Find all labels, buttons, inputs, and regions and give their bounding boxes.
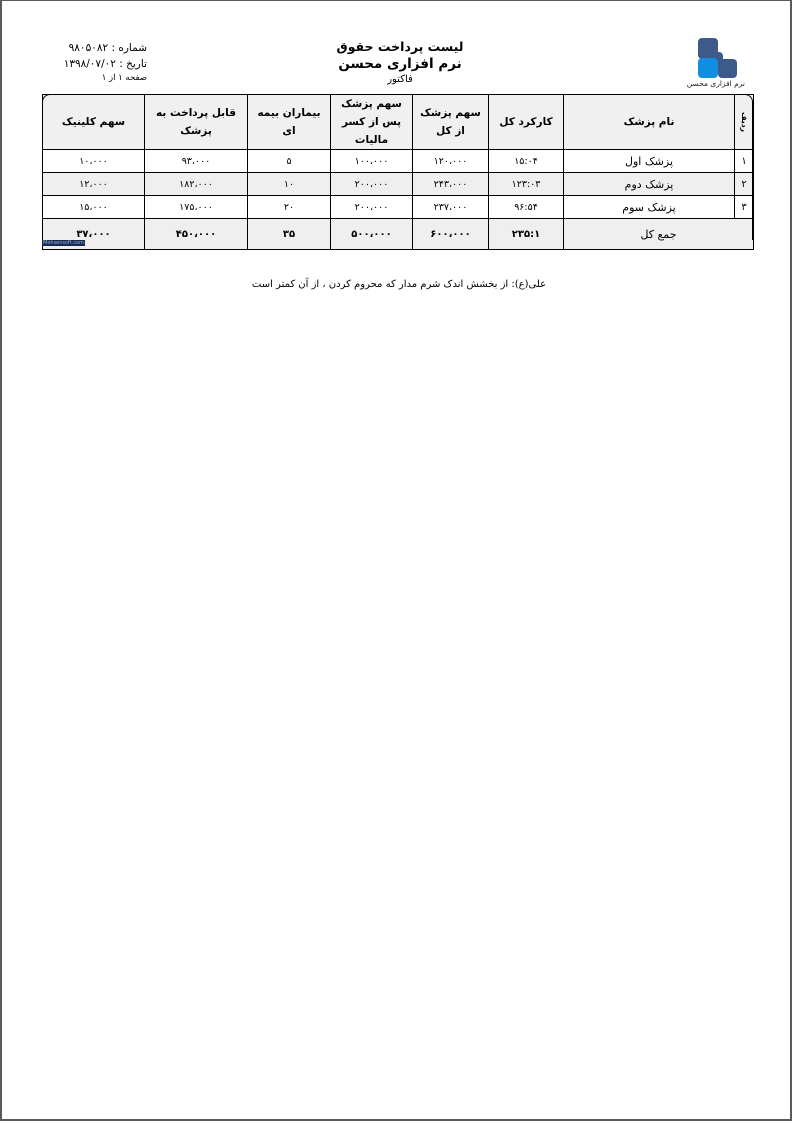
table-row bbox=[43, 150, 754, 173]
insured-patients: ۵ bbox=[248, 150, 331, 173]
doctor-name: پزشک سوم bbox=[564, 196, 735, 219]
col-header-clinic-share: سهم کلینیک bbox=[43, 95, 145, 150]
total-clinic-share: ۳۷،۰۰۰ bbox=[43, 219, 145, 250]
total-label: جمع کل bbox=[564, 219, 754, 250]
logo-caption: نرم افزاری محسن bbox=[686, 79, 745, 88]
insured-patients: ۱۰ bbox=[248, 173, 331, 196]
report-title: لیست پرداخت حقوق bbox=[336, 39, 464, 54]
clinic-share: ۱۲،۰۰۰ bbox=[43, 173, 145, 196]
worktime: ۹۶:۵۴ bbox=[489, 196, 564, 219]
payable: ۱۸۲،۰۰۰ bbox=[145, 173, 248, 196]
insured-patients: ۲۰ bbox=[248, 196, 331, 219]
logo-square-blue-icon bbox=[698, 58, 718, 78]
payable: ۹۳،۰۰۰ bbox=[145, 150, 248, 173]
document-date: تاریخ : ۱۳۹۸/۰۷/۰۲ bbox=[63, 58, 147, 70]
share-after-tax: ۱۰۰،۰۰۰ bbox=[331, 150, 413, 173]
col-header-row-number: ردیف bbox=[735, 95, 754, 150]
clinic-share: ۱۰،۰۰۰ bbox=[43, 150, 145, 173]
worktime: ۱۲۳:۰۳ bbox=[489, 173, 564, 196]
document-meta bbox=[47, 40, 147, 84]
col-header-payable: قابل پرداخت به پزشک bbox=[145, 95, 248, 150]
total-worktime: ۲۳۵:۱ bbox=[489, 219, 564, 250]
row-number: ۲ bbox=[735, 173, 754, 196]
payable: ۱۷۵،۰۰۰ bbox=[145, 196, 248, 219]
row-number: ۱ bbox=[735, 150, 754, 173]
share-total: ۱۲۰،۰۰۰ bbox=[413, 150, 489, 173]
total-share: ۶۰۰،۰۰۰ bbox=[413, 219, 489, 250]
payroll-table bbox=[42, 94, 754, 250]
share-after-tax: ۲۰۰،۰۰۰ bbox=[331, 196, 413, 219]
clinic-share: ۱۵،۰۰۰ bbox=[43, 196, 145, 219]
table-header-row bbox=[43, 95, 754, 150]
company-name: نرم افزاری محسن bbox=[338, 56, 462, 72]
row-number: ۳ bbox=[735, 196, 754, 219]
worktime: ۱۵:۰۴ bbox=[489, 150, 564, 173]
company-logo bbox=[686, 38, 745, 90]
footer-quote: علی(ع): از بخشش اندک شرم مدار که محروم کردن ، از آن کمتر است bbox=[251, 279, 547, 290]
doctor-name: پزشک دوم bbox=[564, 173, 735, 196]
doctor-name: پزشک اول bbox=[564, 150, 735, 173]
document-number: شماره : ۹۸۰۵۰۸۲ bbox=[68, 42, 147, 54]
logo-square-right-icon bbox=[718, 59, 737, 78]
report-subtitle: فاکتور bbox=[387, 74, 413, 85]
total-share-after-tax: ۵۰۰،۰۰۰ bbox=[331, 219, 413, 250]
share-after-tax: ۲۰۰،۰۰۰ bbox=[331, 173, 413, 196]
table-row bbox=[43, 173, 754, 196]
total-payable: ۴۵۰،۰۰۰ bbox=[145, 219, 248, 250]
watermark: Mohsensoft.com bbox=[43, 240, 84, 246]
col-header-doctor-name: نام پزشک bbox=[564, 95, 735, 150]
table-total-row bbox=[43, 219, 754, 250]
col-header-share-after-tax: سهم پزشک پس از کسر مالیات bbox=[331, 95, 413, 150]
share-total: ۲۳۷،۰۰۰ bbox=[413, 196, 489, 219]
share-total: ۲۴۳،۰۰۰ bbox=[413, 173, 489, 196]
col-header-total-worktime: کارکرد کل bbox=[489, 95, 564, 150]
col-header-insured-patients: بیماران بیمه ای bbox=[248, 95, 331, 150]
col-header-doctor-share: سهم پزشک از کل bbox=[413, 95, 489, 150]
page-number: صفحه ۱ از ۱ bbox=[101, 73, 147, 83]
total-insured-patients: ۳۵ bbox=[248, 219, 331, 250]
table-row bbox=[43, 196, 754, 219]
title-block bbox=[300, 38, 500, 86]
